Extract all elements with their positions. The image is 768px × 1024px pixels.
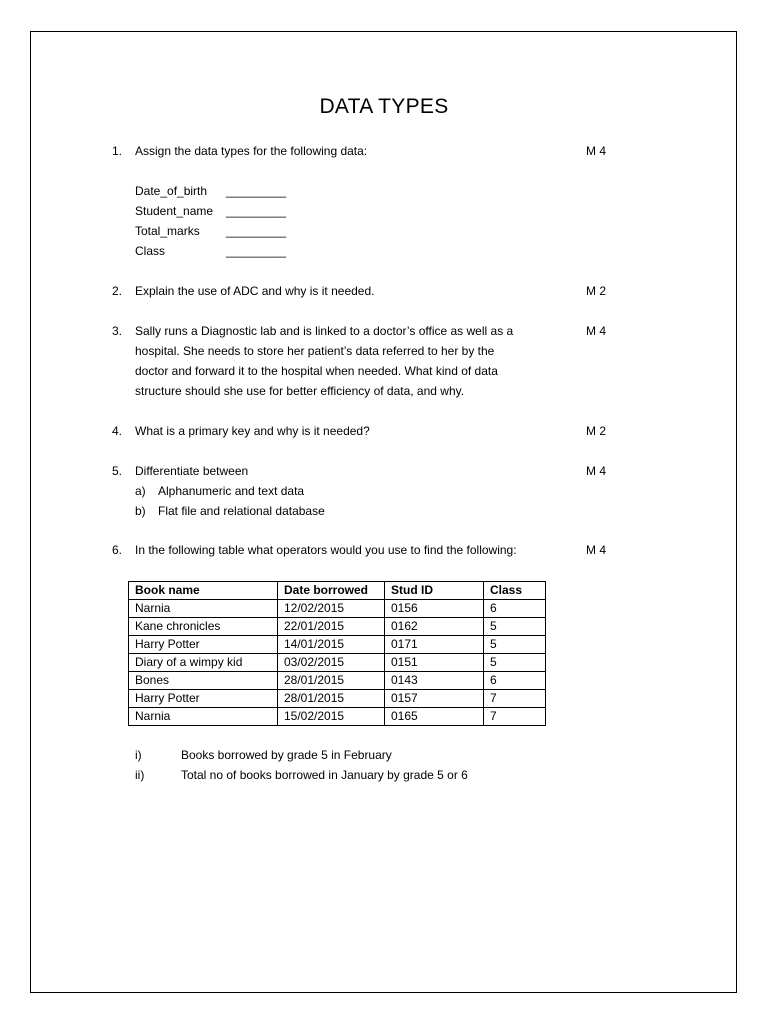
question-6-text: In the following table what operators would you use to find the following:: [135, 543, 517, 557]
table-header-row: [129, 582, 546, 600]
subpart-letter: a): [135, 484, 146, 498]
table-cell: 28/01/2015: [278, 690, 385, 708]
table-cell: Narnia: [129, 708, 278, 726]
question-5-number: 5.: [112, 464, 123, 478]
question-4-text: What is a primary key and why is it needed?: [135, 424, 370, 438]
subpart-text: Alphanumeric and text data: [158, 484, 305, 498]
column-header: Date borrowed: [278, 582, 385, 600]
table-cell: 0143: [385, 672, 484, 690]
table-cell: 5: [484, 636, 546, 654]
question-3-line: hospital. She needs to store her patient’s data referred to her by the: [135, 344, 495, 358]
answer-blank: _________: [226, 204, 287, 218]
question-6-marks: M 4: [586, 543, 607, 557]
table-cell: 0165: [385, 708, 484, 726]
query-number: i): [135, 748, 142, 762]
query-text: Total no of books borrowed in January by grade 5 or 6: [181, 768, 468, 782]
table-cell: 15/02/2015: [278, 708, 385, 726]
question-3-line: doctor and forward it to the hospital when needed. What kind of data: [135, 364, 498, 378]
question-5-marks: M 4: [586, 464, 607, 478]
table-cell: Narnia: [129, 600, 278, 618]
field-label: Total_marks: [135, 224, 200, 238]
table-row: [129, 672, 546, 690]
table-cell: Harry Potter: [129, 636, 278, 654]
table-cell: 22/01/2015: [278, 618, 385, 636]
table-cell: 12/02/2015: [278, 600, 385, 618]
table-row: [129, 618, 546, 636]
table-row: [129, 636, 546, 654]
table-cell: Bones: [129, 672, 278, 690]
subpart-text: Flat file and relational database: [158, 504, 325, 518]
column-header: Stud ID: [385, 582, 484, 600]
table-cell: 0157: [385, 690, 484, 708]
table-cell: 0151: [385, 654, 484, 672]
subpart-letter: b): [135, 504, 146, 518]
page-title: DATA TYPES: [319, 95, 449, 118]
question-2-number: 2.: [112, 284, 123, 298]
table-cell: 14/01/2015: [278, 636, 385, 654]
question-5-text: Differentiate between: [135, 464, 249, 478]
table-cell: 6: [484, 672, 546, 690]
field-label: Date_of_birth: [135, 184, 208, 198]
table-row: [129, 600, 546, 618]
answer-blank: _________: [226, 244, 287, 258]
question-4-marks: M 2: [586, 424, 607, 438]
column-header: Class: [484, 582, 546, 600]
table-cell: 0162: [385, 618, 484, 636]
query-text: Books borrowed by grade 5 in February: [181, 748, 392, 762]
question-2-text: Explain the use of ADC and why is it needed.: [135, 284, 375, 298]
table-cell: Diary of a wimpy kid: [129, 654, 278, 672]
question-2-marks: M 2: [586, 284, 607, 298]
table-cell: 6: [484, 600, 546, 618]
table-cell: 28/01/2015: [278, 672, 385, 690]
question-4-number: 4.: [112, 424, 123, 438]
table-cell: Kane chronicles: [129, 618, 278, 636]
table-cell: 0171: [385, 636, 484, 654]
query-number: ii): [135, 768, 145, 782]
question-1-marks: M 4: [586, 144, 607, 158]
table-cell: 7: [484, 690, 546, 708]
table-row: [129, 654, 546, 672]
question-3-line: Sally runs a Diagnostic lab and is linked to a doctor’s office as well as a: [135, 324, 514, 338]
table-cell: 7: [484, 708, 546, 726]
question-6-number: 6.: [112, 543, 123, 557]
question-3-line: structure should she use for better efficiency of data, and why.: [135, 384, 465, 398]
field-label: Class: [135, 244, 166, 258]
answer-blank: _________: [226, 224, 287, 238]
question-1-text: Assign the data types for the following data:: [135, 144, 368, 158]
table-row: [129, 690, 546, 708]
table-cell: 5: [484, 654, 546, 672]
answer-blank: _________: [226, 184, 287, 198]
table-cell: 5: [484, 618, 546, 636]
question-3-number: 3.: [112, 324, 123, 338]
question-1-number: 1.: [112, 144, 123, 158]
table-cell: 0156: [385, 600, 484, 618]
table-row: [129, 708, 546, 726]
field-label: Student_name: [135, 204, 214, 218]
column-header: Book name: [129, 582, 278, 600]
books-table: [128, 581, 546, 726]
table-cell: 03/02/2015: [278, 654, 385, 672]
table-cell: Harry Potter: [129, 690, 278, 708]
question-3-marks: M 4: [586, 324, 607, 338]
